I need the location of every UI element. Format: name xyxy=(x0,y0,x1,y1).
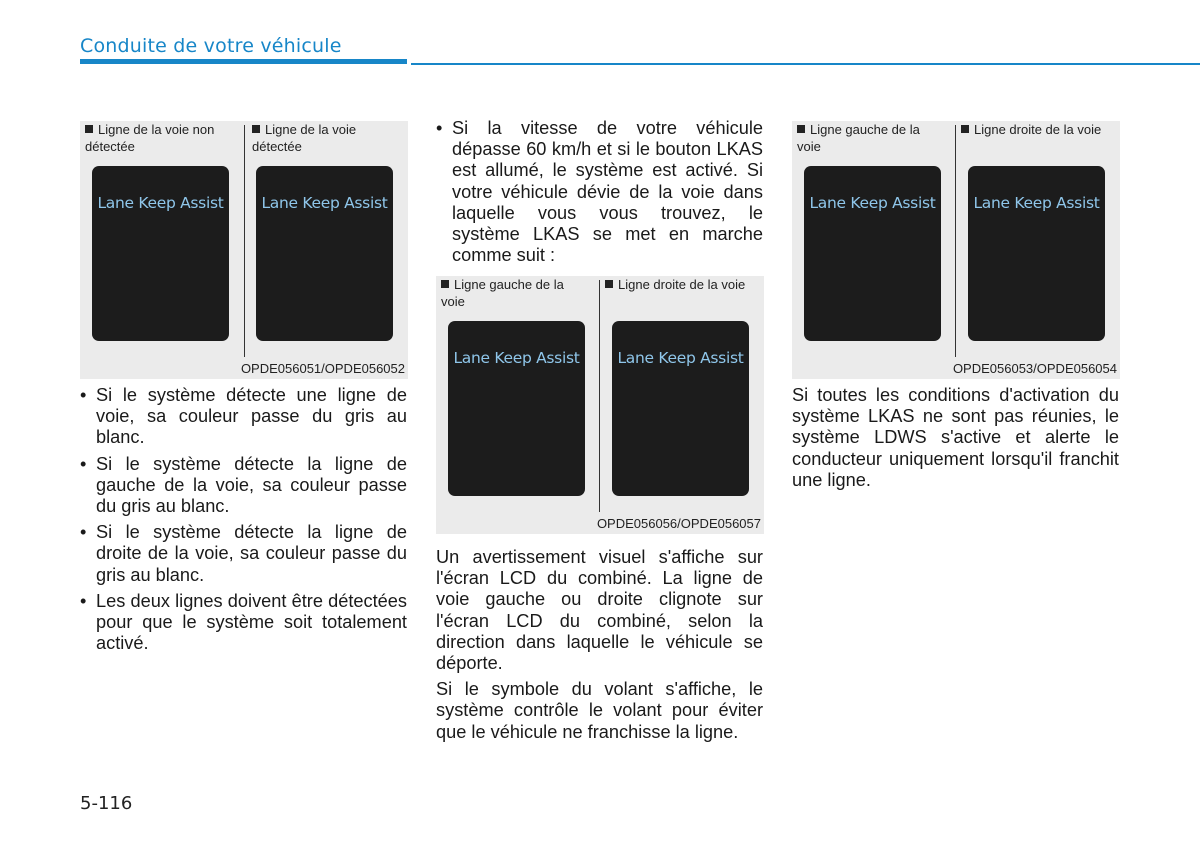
square-bullet-icon xyxy=(605,280,613,288)
paragraph: Un avertissement visuel s'affiche sur l'écran LCD du combiné. La ligne de voie gauche ou droite clignote sur l'écran LCD du combiné, selon la direction dans laquelle le véhicule se déporte. xyxy=(436,547,763,674)
square-bullet-icon xyxy=(441,280,449,288)
caption-right: Ligne droite de la voie xyxy=(605,276,755,293)
bullet-dot: • xyxy=(80,385,87,405)
figure-lane-detection xyxy=(80,121,408,379)
lka-screen-white xyxy=(256,166,393,341)
bullet-dot: • xyxy=(80,522,87,543)
screen-title: Lane Keep Assist xyxy=(97,194,224,212)
list-item: • Si la vitesse de votre véhicule dépasse 60 km/h et si le bouton LKAS est allumé, le système est activé. Si votre véhicule dévie de la voie dans laquelle vous vous trouvez, le système LKAS se met en marche comme suit : xyxy=(436,118,763,266)
caption-left: Ligne gauche de la voie xyxy=(797,122,920,154)
figure-divider xyxy=(599,280,600,512)
list-item: • Les deux lignes doivent être détectées pour que le système soit totalement activé. xyxy=(80,590,407,654)
list-item: • Si le système détecte la ligne de droite de la voie, sa couleur passe du gris au blanc. xyxy=(80,522,407,585)
bullet-dot: • xyxy=(80,590,87,611)
header-rule-thick xyxy=(80,59,407,64)
bullet-list xyxy=(436,118,763,266)
column-2-intro xyxy=(436,118,763,271)
square-bullet-icon xyxy=(961,125,969,133)
screen-title: Lane Keep Assist xyxy=(809,194,936,212)
lka-screen-left-blue xyxy=(448,321,585,496)
section-title: Conduite de votre véhicule xyxy=(80,35,342,57)
screen-title: Lane Keep Assist xyxy=(617,349,744,367)
square-bullet-icon xyxy=(797,125,805,133)
screen-title: Lane Keep Assist xyxy=(453,349,580,367)
figure-ldws xyxy=(792,121,1120,379)
figure-divider xyxy=(244,125,245,357)
lka-screen-left-blue xyxy=(804,166,941,341)
bullet-list xyxy=(80,385,407,654)
caption-right: Ligne droite de la voie xyxy=(961,121,1111,138)
caption-left: Ligne gauche de la voie xyxy=(441,277,564,309)
column-2-text xyxy=(436,547,763,748)
caption-left: Ligne de la voie non détectée xyxy=(85,122,215,154)
figure-divider xyxy=(955,125,956,357)
caption-right: Ligne de la voie détectée xyxy=(252,122,357,154)
paragraph: Si toutes les conditions d'activation du système LKAS ne sont pas réunies, le système LDWS s'active et alerte le conducteur uniquement lorsqu'il franchit une ligne. xyxy=(792,385,1119,490)
figure-code: OPDE056053/OPDE056054 xyxy=(952,361,1117,376)
page-number: 5-116 xyxy=(80,793,133,814)
lka-screen-right-blue xyxy=(968,166,1105,341)
square-bullet-icon xyxy=(85,125,93,133)
column-3-text xyxy=(792,385,1119,496)
list-item: • Si le système détecte la ligne de gauche de la voie, sa couleur passe du gris au blanc. xyxy=(80,453,407,517)
header-rule-thin xyxy=(411,63,1200,65)
screen-title: Lane Keep Assist xyxy=(973,194,1100,212)
paragraph: Si le symbole du volant s'affiche, le système contrôle le volant pour éviter que le véhicule ne franchisse la ligne. xyxy=(436,679,763,742)
screen-title: Lane Keep Assist xyxy=(261,194,388,212)
figure-code: OPDE056051/OPDE056052 xyxy=(240,361,405,376)
bullet-dot: • xyxy=(80,453,87,474)
lka-screen-gray xyxy=(92,166,229,341)
square-bullet-icon xyxy=(252,125,260,133)
column-1-text xyxy=(80,385,407,659)
bullet-dot: • xyxy=(436,118,443,138)
list-item: • Si le système détecte une ligne de voie, sa couleur passe du gris au blanc. xyxy=(80,385,407,448)
figure-code: OPDE056056/OPDE056057 xyxy=(596,516,761,531)
lka-screen-right-blue xyxy=(612,321,749,496)
figure-lane-departure xyxy=(436,276,764,534)
